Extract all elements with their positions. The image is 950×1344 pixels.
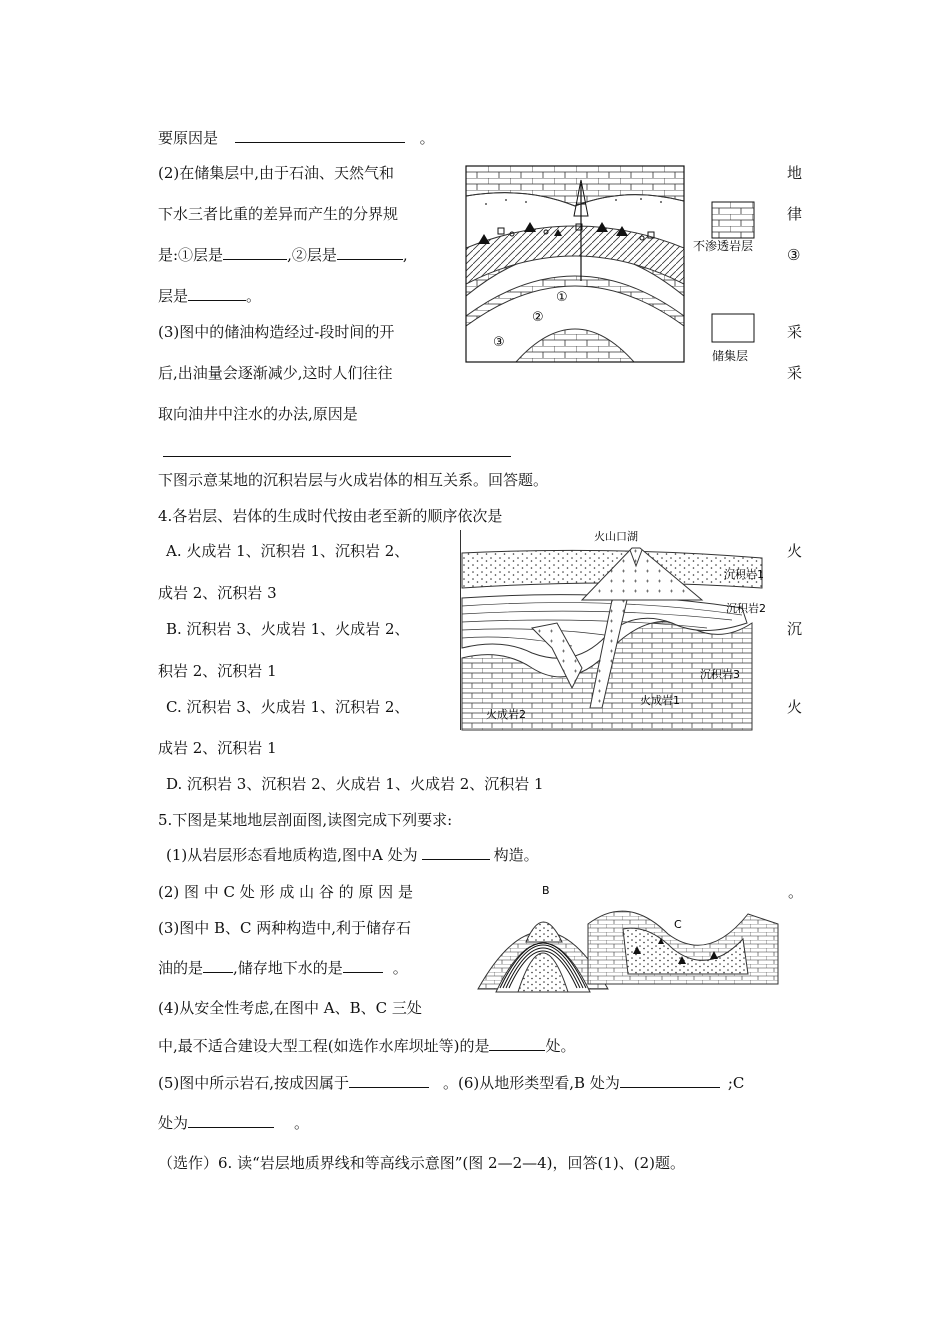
text: ;C xyxy=(727,1074,745,1092)
text: 。 xyxy=(246,287,262,305)
option-c: C. 沉积岩 3、火成岩 1、沉积岩 2、 xyxy=(166,698,410,716)
text: 中,最不适合建设大型工程(如选作水库坝址等)的是 xyxy=(158,1037,490,1055)
answer-blank[interactable] xyxy=(337,245,403,260)
label-sedimentary-3: 沉积岩3 xyxy=(700,668,740,681)
label-layer-1: ① xyxy=(556,290,568,305)
text-line xyxy=(158,128,435,148)
oil-reservoir-diagram xyxy=(466,166,786,366)
answer-blank[interactable] xyxy=(235,128,405,143)
text-line: 后,出油量会逐渐减少,这时人们往往 xyxy=(158,364,393,382)
text: (5)图中所示岩石,按成因属于 xyxy=(158,1074,350,1092)
text: 处为 xyxy=(158,1114,189,1132)
text-line xyxy=(158,286,261,306)
text-line: (3)图中 B、C 两种构造中,利于储存石 xyxy=(158,919,412,937)
text-line: 成岩 2、沉积岩 1 xyxy=(158,739,277,757)
legend-reservoir-label: 储集层 xyxy=(712,349,749,363)
text-line xyxy=(158,1073,744,1093)
text-line: 下水三者比重的差异而产生的分界规 xyxy=(158,205,399,223)
answer-blank[interactable] xyxy=(422,845,490,860)
text: 。 xyxy=(294,1114,310,1132)
text-line: ③ xyxy=(787,246,801,264)
answer-blank[interactable] xyxy=(343,958,383,973)
text: (1)从岩层形态看地质构造,图中A 处为 xyxy=(166,846,418,864)
option-a: A. 火成岩 1、沉积岩 1、沉积岩 2、 xyxy=(166,542,410,560)
label-B: B xyxy=(542,884,550,897)
answer-blank[interactable] xyxy=(188,286,246,301)
text-line: 下图示意某地的沉积岩层与火成岩体的相互关系。回答题。 xyxy=(158,471,549,489)
text-line: 取向油井中注水的办法,原因是 xyxy=(158,405,358,423)
text-line: 成岩 2、沉积岩 3 xyxy=(158,584,277,602)
strata-profile-diagram xyxy=(478,884,778,998)
text-line: 火 xyxy=(787,542,803,560)
text-line: 4.各岩层、岩体的生成时代按由老至新的顺序依次是 xyxy=(158,507,503,525)
text-line: 地 xyxy=(787,164,803,182)
text: 。 xyxy=(419,129,435,147)
text: ,储存地下水的是 xyxy=(233,959,343,977)
answer-blank[interactable] xyxy=(163,456,511,457)
label-crater-lake: 火山口湖 xyxy=(594,530,638,543)
text-line xyxy=(158,1036,576,1056)
label-sedimentary-1: 沉积岩1 xyxy=(724,568,764,581)
text-line: 积岩 2、沉积岩 1 xyxy=(158,662,277,680)
label-sedimentary-2: 沉积岩2 xyxy=(726,602,766,615)
text-line xyxy=(166,845,539,865)
answer-blank[interactable] xyxy=(203,958,233,973)
answer-blank[interactable] xyxy=(188,1113,274,1128)
text-line: 律 xyxy=(787,205,803,223)
text: 处。 xyxy=(545,1037,576,1055)
text: , xyxy=(402,246,408,264)
label-layer-3: ③ xyxy=(493,335,505,350)
answer-blank[interactable] xyxy=(349,1073,429,1088)
text-line: 沉 xyxy=(787,620,803,638)
text-line: (3)图中的储油构造经过-段时间的开 xyxy=(158,323,395,341)
text: ,②层是 xyxy=(287,246,337,264)
text-line: 采 xyxy=(787,364,803,382)
text-line: (4)从安全性考虑,在图中 A、B、C 三处 xyxy=(158,999,422,1017)
label-C: C xyxy=(674,918,682,931)
text-line: 采 xyxy=(787,323,803,341)
legend-impermeable-swatch xyxy=(712,202,754,238)
answer-blank[interactable] xyxy=(223,245,287,260)
answer-blank[interactable] xyxy=(620,1073,720,1088)
label-igneous-2: 火成岩2 xyxy=(486,708,526,721)
text-line: (2)在储集层中,由于石油、天然气和 xyxy=(158,164,395,182)
text-line: 火 xyxy=(787,698,803,716)
text: 构造。 xyxy=(493,846,539,864)
option-d: D. 沉积岩 3、沉积岩 2、火成岩 1、火成岩 2、沉积岩 1 xyxy=(166,775,544,793)
text: 油的是 xyxy=(158,959,204,977)
text: 。 xyxy=(392,959,408,977)
rock-strata-diagram xyxy=(462,528,780,730)
text-line xyxy=(158,958,408,978)
text-line: 。 xyxy=(788,883,804,901)
option-b: B. 沉积岩 3、火成岩 1、火成岩 2、 xyxy=(166,620,410,638)
text-line: （选作）6. 读“岩层地质界线和等高线示意图”(图 2—2—4)，回答(1)、(2)题。 xyxy=(158,1154,686,1172)
text-line: 5.下图是某地地层剖面图,读图完成下列要求: xyxy=(158,811,453,829)
label-igneous-1: 火成岩1 xyxy=(640,694,680,707)
text-line: (2) 图 中 C 处 形 成 山 谷 的 原 因 是 xyxy=(158,883,413,901)
answer-blank[interactable] xyxy=(489,1036,545,1051)
text-line xyxy=(158,245,408,265)
text: 是:①层是 xyxy=(158,246,224,264)
text-line xyxy=(158,1113,309,1133)
label-layer-2: ② xyxy=(532,310,544,325)
text: 层是 xyxy=(158,287,189,305)
text: 要原因是 xyxy=(158,129,219,147)
figure-left-border xyxy=(460,530,461,730)
legend-impermeable-label: 不渗透岩层 xyxy=(693,239,754,253)
text: 。(6)从地形类型看,B 处为 xyxy=(443,1074,620,1092)
legend-reservoir-swatch xyxy=(712,314,754,342)
